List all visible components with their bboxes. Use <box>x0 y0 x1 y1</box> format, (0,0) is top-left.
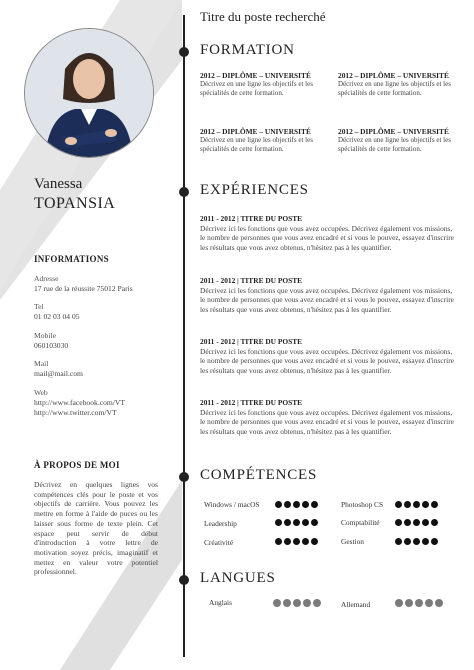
about-heading: À PROPOS DE MOI <box>34 460 120 470</box>
skill-label: Comptabilité <box>341 518 380 527</box>
formation-heading: FORMATION <box>200 42 295 58</box>
skill-label: Gestion <box>341 537 364 546</box>
about-text: Décrivez en quelques lignes vos compétences clés pour le poste et vos objectifs de carrière. Vous pouvez les mettre en forme à l'aide de puces ou les laisser sous forme de texte plein. Cet espace peut servir de début d'introduction à votre lettre de motivation soyez précis, imaginatif et mettez en valeur votre potentiel professionnel. <box>34 480 158 577</box>
skill-rating <box>395 538 438 545</box>
candidate-name <box>34 174 115 214</box>
experience-item-title: 2011 - 2012 | TITRE DU POSTE <box>200 276 303 285</box>
formation-item-text: Décrivez en une ligne les objectifs et les spécialités de cette formation. <box>200 136 313 153</box>
job-title: Titre du poste recherché <box>200 9 326 24</box>
mobile-value: 060103030 <box>34 341 69 350</box>
formation-item <box>200 71 330 98</box>
language-rating <box>273 599 321 607</box>
skill-label: Créativité <box>204 538 234 547</box>
address-label: Adresse <box>34 274 59 283</box>
phone-label: Tel <box>34 302 44 311</box>
formation-item <box>338 71 468 98</box>
timeline-dot-langues <box>179 575 189 585</box>
formation-item-title: 2012 – DIPLÔME – UNIVERSITÉ <box>200 127 311 136</box>
skill-rating <box>275 519 318 526</box>
formation-item <box>200 127 330 154</box>
skill-label: Photoshop CS <box>341 500 384 509</box>
langues-heading: LANGUES <box>200 570 276 586</box>
formation-item-text: Décrivez en une ligne les objectifs et les spécialités de cette formation. <box>338 136 451 153</box>
informations-heading: INFORMATIONS <box>34 254 109 264</box>
mail-value[interactable]: mail@mail.com <box>34 369 83 378</box>
address-block <box>34 274 133 294</box>
language-label: Allemand <box>341 600 371 609</box>
experience-item-text: Décrivez ici les fonctions que vous avez occupées. Décrivez également vos missions, le nombre de personnes que vous avez encadré et si vous le pouvez, essayez d'inscrire les résultats que vous avez obtenus, n'hésitez pas à les quantifier. <box>200 346 454 375</box>
phone-value: 01 02 03 04 05 <box>34 312 80 321</box>
experiences-heading: EXPÉRIENCES <box>200 182 309 198</box>
web-block <box>34 388 125 418</box>
formation-item-text: Décrivez en une ligne les objectifs et les spécialités de cette formation. <box>200 80 313 97</box>
formation-item-title: 2012 – DIPLÔME – UNIVERSITÉ <box>338 71 449 80</box>
formation-item-text: Décrivez en une ligne les objectifs et les spécialités de cette formation. <box>338 80 451 97</box>
timeline-line <box>183 15 185 657</box>
language-rating <box>395 599 443 607</box>
experience-item <box>200 276 458 314</box>
mobile-block <box>34 331 68 351</box>
mobile-label: Mobile <box>34 331 56 340</box>
experience-item-title: 2011 - 2012 | TITRE DU POSTE <box>200 398 303 407</box>
experience-item-text: Décrivez ici les fonctions que vous avez occupées. Décrivez également vos missions, le nombre de personnes que vous avez encadré et si vous le pouvez, essayez d'inscrire les résultats que vous avez obtenus, n'hésitez pas à les quantifier. <box>200 407 454 436</box>
web-label: Web <box>34 388 48 397</box>
last-name: TOPANSIA <box>34 195 116 212</box>
competences-heading: COMPÉTENCES <box>200 467 318 483</box>
skill-rating <box>395 519 438 526</box>
experience-item <box>200 337 458 375</box>
experience-item-title: 2011 - 2012 | TITRE DU POSTE <box>200 214 303 223</box>
skill-label: Leadership <box>204 519 237 528</box>
formation-item-title: 2012 – DIPLÔME – UNIVERSITÉ <box>338 127 449 136</box>
language-label: Anglais <box>209 598 232 607</box>
skill-rating <box>395 501 438 508</box>
skill-rating <box>275 501 318 508</box>
skill-rating <box>275 538 318 545</box>
first-name: Vanessa <box>34 176 83 192</box>
formation-item <box>338 127 468 154</box>
mail-label: Mail <box>34 359 49 368</box>
address-value: 17 rue de la réussite 75012 Paris <box>34 284 133 293</box>
timeline-dot-competences <box>179 472 189 482</box>
timeline-dot-formation <box>179 47 189 57</box>
experience-item-title: 2011 - 2012 | TITRE DU POSTE <box>200 337 303 346</box>
mail-block <box>34 359 83 379</box>
web-link-facebook[interactable]: http://www.facebook.com/VT <box>34 398 126 407</box>
phone-block <box>34 302 80 322</box>
timeline-dot-experiences <box>179 187 189 197</box>
experience-item-text: Décrivez ici les fonctions que vous avez occupées. Décrivez également vos missions, le nombre de personnes que vous avez encadré et si vous le pouvez, essayez d'inscrire les résultats que vous avez obtenus, n'hésitez pas à les quantifier. <box>200 285 454 314</box>
experience-item <box>200 214 458 252</box>
formation-item-title: 2012 – DIPLÔME – UNIVERSITÉ <box>200 71 311 80</box>
experience-item <box>200 398 458 436</box>
web-link-twitter[interactable]: http://www.twitter.com/VT <box>34 408 117 417</box>
experience-item-text: Décrivez ici les fonctions que vous avez occupées. Décrivez également vos missions, le nombre de personnes que vous avez encadré et si vous le pouvez, essayez d'inscrire les résultats que vous avez obtenus, n'hésitez pas à les quantifier. <box>200 223 454 252</box>
profile-photo <box>24 28 154 158</box>
skill-label: Windows / macOS <box>204 500 260 509</box>
